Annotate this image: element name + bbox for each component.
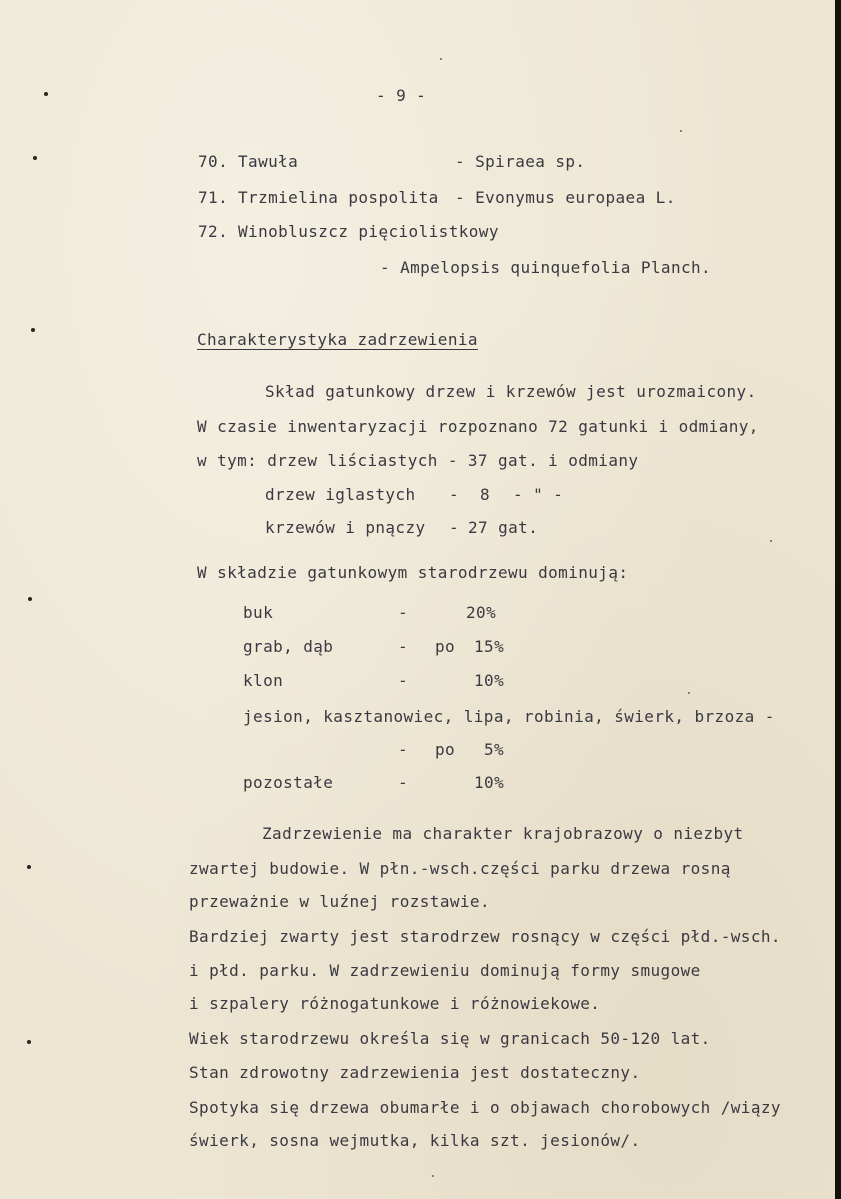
paragraph-line: świerk, sosna wejmutka, kilka szt. jesionów/. — [189, 1131, 641, 1150]
species-item-latin: - Ampelopsis quinquefolia Planch. — [380, 258, 712, 277]
paragraph-line: Wiek starodrzewu określa się w granicach 50-120 lat. — [189, 1029, 711, 1048]
dominance-dash: - — [398, 637, 409, 656]
paragraph-line: Stan zdrowotny zadrzewienia jest dostateczny. — [189, 1063, 641, 1082]
punch-mark — [28, 597, 32, 601]
dominance-value: 10% — [474, 671, 505, 690]
paragraph-line: i płd. parku. W zadrzewieniu dominują formy smugowe — [189, 961, 701, 980]
dominance-dash: - — [398, 773, 409, 792]
intro-line: w tym: drzew liściastych - 37 gat. i odmiany — [197, 451, 639, 470]
paper-speck — [688, 692, 690, 694]
paragraph-line: zwartej budowie. W płn.-wsch.części parku drzewa rosną — [189, 859, 731, 878]
dominance-value: 15% — [474, 637, 505, 656]
species-item-latin: - Evonymus europaea L. — [455, 188, 676, 207]
dominance-po: po — [435, 740, 456, 759]
species-item-polish: Winobluszcz pięciolistkowy — [238, 222, 499, 241]
paper-speck — [770, 540, 772, 542]
count-value: 27 gat. — [468, 518, 539, 537]
punch-mark — [27, 1040, 31, 1044]
dominance-label: buk — [243, 603, 274, 622]
dominance-po: po — [435, 637, 456, 656]
intro-line: Skład gatunkowy drzew i krzewów jest urozmaicony. — [265, 382, 757, 401]
punch-mark — [33, 156, 37, 160]
species-item-polish: Tawuła — [238, 152, 299, 171]
dominance-intro: W składzie gatunkowym starodrzewu dominują: — [197, 563, 629, 582]
dominance-label: klon — [243, 671, 284, 690]
paragraph-line: Spotyka się drzewa obumarłe i o objawach chorobowych /wiązy — [189, 1098, 781, 1117]
species-item-polish: Trzmielina pospolita — [238, 188, 439, 207]
scan-edge — [835, 0, 841, 1199]
count-label: krzewów i pnączy — [265, 518, 426, 537]
dominance-value: 20% — [466, 603, 497, 622]
punch-mark — [27, 865, 31, 869]
count-dash: - — [449, 518, 460, 537]
species-item-num: 71. — [198, 188, 229, 207]
dominance-label: grab, dąb — [243, 637, 334, 656]
species-item-num: 70. — [198, 152, 229, 171]
species-item-latin: - Spiraea sp. — [455, 152, 586, 171]
page-number: - 9 - — [376, 86, 427, 105]
dominance-label: jesion, kasztanowiec, lipa, robinia, świerk, brzoza - — [243, 707, 775, 726]
count-rest: - " - — [513, 485, 564, 504]
count-label: drzew iglastych — [265, 485, 416, 504]
dominance-dash: - — [398, 603, 409, 622]
punch-mark — [31, 328, 35, 332]
paragraph-line: Zadrzewienie ma charakter krajobrazowy o niezbyt — [262, 824, 744, 843]
dominance-value: 5% — [484, 740, 505, 759]
species-item-num: 72. — [198, 222, 229, 241]
dominance-dash: - — [398, 671, 409, 690]
intro-line: W czasie inwentaryzacji rozpoznano 72 gatunki i odmiany, — [197, 417, 759, 436]
paper-speck — [680, 130, 682, 132]
count-dash: - — [449, 485, 460, 504]
paragraph-line: Bardziej zwarty jest starodrzew rosnący w części płd.-wsch. — [189, 927, 781, 946]
paragraph-line: przeważnie w luźnej rozstawie. — [189, 892, 490, 911]
dominance-dash: - — [398, 740, 409, 759]
section-heading: Charakterystyka zadrzewienia — [197, 330, 478, 349]
dominance-label: pozostałe — [243, 773, 334, 792]
count-value: 8 — [480, 485, 491, 504]
dominance-value: 10% — [474, 773, 505, 792]
paragraph-line: i szpalery różnogatunkowe i różnowiekowe. — [189, 994, 601, 1013]
paper-speck — [432, 1175, 434, 1177]
punch-mark — [44, 92, 48, 96]
paper-speck — [440, 58, 442, 60]
